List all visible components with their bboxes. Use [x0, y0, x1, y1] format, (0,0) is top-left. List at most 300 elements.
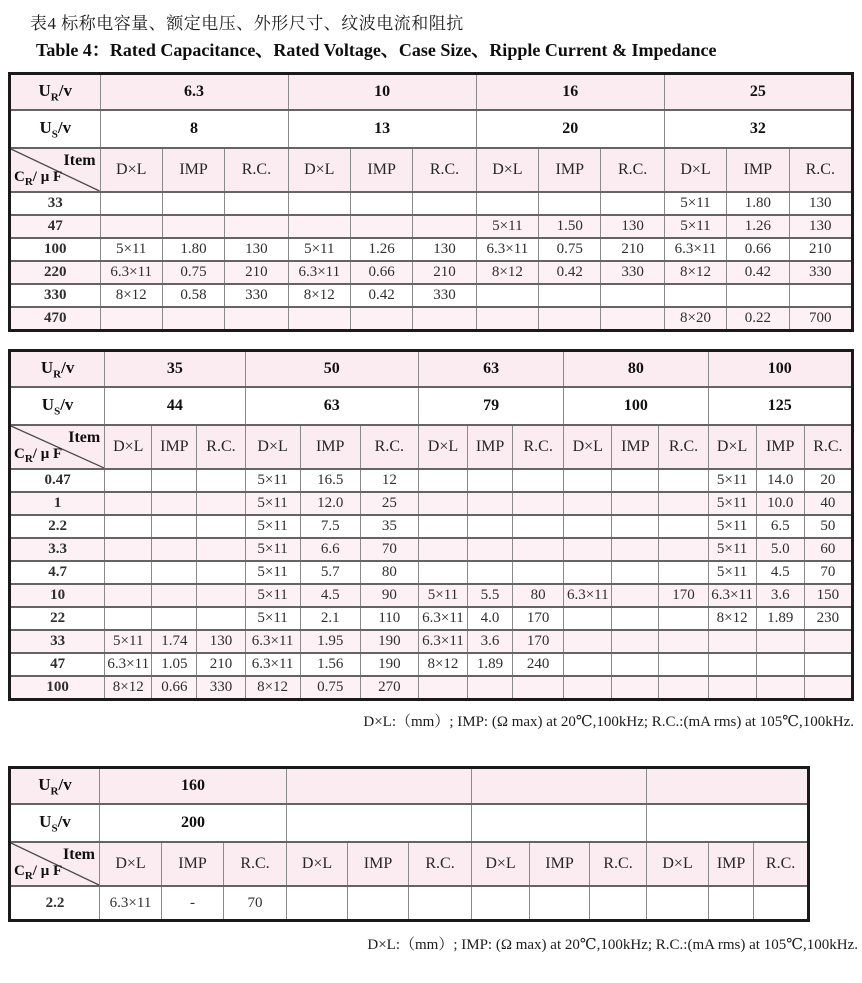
- data-cell-imp: [152, 561, 197, 584]
- data-cell-imp: [539, 192, 601, 215]
- data-cell-imp: 6.6: [300, 538, 360, 561]
- row-item-cell: 22: [10, 607, 105, 630]
- data-cell-imp: [468, 469, 513, 492]
- data-cell-rc: [601, 307, 664, 331]
- us-value-cell: 32: [664, 110, 852, 148]
- label-base: C: [14, 863, 25, 879]
- row-item-cell: 100: [10, 238, 101, 261]
- data-cell-imp: [612, 469, 659, 492]
- data-cell-imp: [350, 215, 412, 238]
- data-cell-dxl: 8×12: [288, 284, 350, 307]
- data-cell-dxl: [105, 469, 152, 492]
- row-item-cell: 0.47: [10, 469, 105, 492]
- data-cell-imp: 1.26: [727, 215, 789, 238]
- data-cell-dxl: 8×12: [245, 676, 300, 700]
- data-cell-rc: 12: [360, 469, 418, 492]
- data-cell-imp: [539, 307, 601, 331]
- col-header-dxl: D×L: [100, 148, 162, 192]
- data-cell-imp: [152, 584, 197, 607]
- surge-voltage-row: [10, 804, 809, 842]
- data-cell-rc: [601, 192, 664, 215]
- row-item-cell: 47: [10, 215, 101, 238]
- data-cell-imp: [612, 630, 659, 653]
- row-item-cell: 220: [10, 261, 101, 284]
- data-cell-dxl: [476, 307, 538, 331]
- data-cell-rc: 40: [804, 492, 852, 515]
- data-cell-rc: [659, 538, 708, 561]
- data-cell-imp: 10.0: [756, 492, 804, 515]
- data-cell-dxl: 8×20: [664, 307, 726, 331]
- data-cell-imp: [162, 307, 224, 331]
- col-header-rc: R.C.: [413, 148, 476, 192]
- table-row: [10, 676, 853, 700]
- datasheet-page: [0, 9, 862, 983]
- ur-label-cell: $U_R/v$: [10, 768, 100, 805]
- data-cell-dxl: [100, 192, 162, 215]
- col-header-dxl: D×L: [664, 148, 726, 192]
- data-cell-rc: 50: [804, 515, 852, 538]
- data-cell-imp: 0.42: [539, 261, 601, 284]
- data-cell-dxl: [105, 584, 152, 607]
- data-cell-rc: [225, 307, 288, 331]
- row-item-cell: 100: [10, 676, 105, 700]
- data-cell-dxl: [564, 607, 612, 630]
- data-cell-rc: [225, 192, 288, 215]
- data-cell-dxl: 6.3×11: [245, 630, 300, 653]
- data-cell-rc: [225, 215, 288, 238]
- data-cell-dxl: 5×11: [245, 584, 300, 607]
- data-cell-rc: 240: [513, 653, 564, 676]
- capacitance-label: $C_R/$ μ F: [14, 446, 63, 465]
- data-cell-rc: 190: [360, 630, 418, 653]
- data-cell-rc: 70: [804, 561, 852, 584]
- ur-value-cell: 160: [100, 768, 287, 805]
- data-cell-imp: [612, 561, 659, 584]
- label-base: U: [39, 811, 52, 831]
- data-cell-dxl: [708, 676, 756, 700]
- data-cell-dxl: 8×12: [418, 653, 467, 676]
- data-cell-dxl: 6.3×11: [476, 238, 538, 261]
- data-cell-imp: 1.26: [350, 238, 412, 261]
- table-row: [10, 607, 853, 630]
- row-item-cell: 1: [10, 492, 105, 515]
- data-cell-imp: [612, 653, 659, 676]
- col-header-imp: IMP: [152, 425, 197, 469]
- us-value-cell: 79: [418, 387, 563, 425]
- table-row: [10, 584, 853, 607]
- data-cell-imp: [468, 561, 513, 584]
- data-cell-rc: 170: [513, 607, 564, 630]
- data-cell-dxl: 5×11: [100, 238, 162, 261]
- data-cell-dxl: 5×11: [288, 238, 350, 261]
- table-row: [10, 469, 853, 492]
- data-cell-rc: 270: [360, 676, 418, 700]
- table-row: [10, 653, 853, 676]
- data-cell-rc: [590, 886, 647, 921]
- data-cell-rc: 170: [659, 584, 708, 607]
- data-cell-dxl: [288, 192, 350, 215]
- table-row: [10, 261, 853, 284]
- us-value-cell: 125: [708, 387, 852, 425]
- data-cell-dxl: 5×11: [708, 561, 756, 584]
- data-cell-rc: 80: [360, 561, 418, 584]
- data-cell-dxl: [100, 215, 162, 238]
- data-cell-rc: [804, 630, 852, 653]
- footnote-under-table-2: D×L:（mm）; IMP: (Ω max) at 20℃,100kHz; R.C.:(mA rms) at 105℃,100kHz.: [363, 714, 854, 730]
- data-cell-dxl: 6.3×11: [100, 261, 162, 284]
- data-cell-imp: -: [162, 886, 224, 921]
- ur-value-cell: 100: [708, 351, 852, 388]
- label-suffix: /v: [57, 811, 71, 831]
- col-header-imp: IMP: [300, 425, 360, 469]
- col-header-imp: IMP: [468, 425, 513, 469]
- data-cell-imp: [612, 584, 659, 607]
- data-cell-dxl: 6.3×11: [245, 653, 300, 676]
- data-cell-rc: 130: [225, 238, 288, 261]
- ur-value-cell: 6.3: [100, 74, 288, 111]
- data-cell-rc: 110: [360, 607, 418, 630]
- row-item-cell: 470: [10, 307, 101, 331]
- label-suffix: / μ F: [32, 863, 63, 879]
- ur-value-cell: [287, 768, 472, 805]
- col-header-rc: R.C.: [590, 842, 647, 886]
- data-cell-dxl: [100, 307, 162, 331]
- data-cell-imp: [162, 192, 224, 215]
- spec-table-2: [8, 349, 854, 701]
- data-cell-imp: 1.50: [539, 215, 601, 238]
- data-cell-dxl: [105, 492, 152, 515]
- data-cell-rc: [659, 515, 708, 538]
- data-cell-imp: 0.66: [152, 676, 197, 700]
- label-base: U: [39, 117, 52, 137]
- label-suffix: /v: [58, 80, 72, 100]
- data-cell-dxl: 5×11: [245, 561, 300, 584]
- row-item-cell: 33: [10, 192, 101, 215]
- row-item-cell: 47: [10, 653, 105, 676]
- data-cell-imp: [756, 676, 804, 700]
- data-cell-rc: [413, 307, 476, 331]
- data-cell-rc: 130: [601, 215, 664, 238]
- surge-voltage-row: [10, 110, 853, 148]
- table-3-container: [0, 766, 862, 922]
- col-header-rc: R.C.: [409, 842, 472, 886]
- data-cell-imp: [530, 886, 590, 921]
- table-row: [10, 492, 853, 515]
- data-cell-rc: 330: [413, 284, 476, 307]
- row-item-cell: 2.2: [10, 515, 105, 538]
- item-capacitance-diagonal-cell: [10, 148, 101, 192]
- data-cell-imp: [468, 538, 513, 561]
- data-cell-imp: [152, 538, 197, 561]
- us-value-cell: 63: [245, 387, 418, 425]
- data-cell-imp: [162, 215, 224, 238]
- table-row: [10, 515, 853, 538]
- col-header-rc: R.C.: [513, 425, 564, 469]
- data-cell-imp: 2.1: [300, 607, 360, 630]
- col-header-rc: R.C.: [804, 425, 852, 469]
- data-cell-imp: 1.74: [152, 630, 197, 653]
- spec-table-3: [8, 766, 810, 922]
- label-suffix: /v: [60, 394, 74, 414]
- data-cell-imp: [152, 492, 197, 515]
- data-cell-dxl: [105, 515, 152, 538]
- data-cell-imp: [612, 515, 659, 538]
- data-cell-dxl: 5×11: [245, 538, 300, 561]
- data-cell-imp: [756, 630, 804, 653]
- data-cell-rc: [513, 561, 564, 584]
- table-row: [10, 238, 853, 261]
- data-cell-rc: 330: [197, 676, 245, 700]
- data-cell-dxl: [708, 653, 756, 676]
- data-cell-dxl: 6.3×11: [418, 607, 467, 630]
- data-cell-dxl: 5×11: [708, 469, 756, 492]
- table-row: [10, 538, 853, 561]
- data-cell-dxl: 8×12: [105, 676, 152, 700]
- data-cell-dxl: [647, 886, 709, 921]
- data-cell-rc: 210: [197, 653, 245, 676]
- data-cell-imp: 0.42: [727, 261, 789, 284]
- data-cell-rc: [197, 584, 245, 607]
- data-cell-dxl: 8×12: [708, 607, 756, 630]
- table-row: [10, 630, 853, 653]
- data-cell-dxl: [564, 515, 612, 538]
- ur-value-cell: [472, 768, 647, 805]
- data-cell-imp: 0.66: [727, 238, 789, 261]
- data-cell-dxl: 5×11: [418, 584, 467, 607]
- data-cell-rc: [659, 561, 708, 584]
- data-cell-rc: [804, 676, 852, 700]
- data-cell-rc: [197, 469, 245, 492]
- data-cell-rc: 130: [197, 630, 245, 653]
- data-cell-rc: [409, 886, 472, 921]
- data-cell-dxl: 5×11: [245, 469, 300, 492]
- data-cell-rc: [513, 515, 564, 538]
- data-cell-rc: 80: [513, 584, 564, 607]
- label-base: U: [40, 357, 54, 377]
- us-value-cell: 13: [288, 110, 476, 148]
- col-header-imp: IMP: [162, 842, 224, 886]
- data-cell-rc: 20: [804, 469, 852, 492]
- data-cell-rc: 210: [789, 238, 852, 261]
- col-header-dxl: D×L: [647, 842, 709, 886]
- row-item-cell: 330: [10, 284, 101, 307]
- data-cell-imp: 16.5: [300, 469, 360, 492]
- data-cell-rc: 330: [789, 261, 852, 284]
- data-cell-rc: 190: [360, 653, 418, 676]
- data-cell-imp: [350, 307, 412, 331]
- data-cell-rc: [754, 886, 809, 921]
- ur-value-cell: 80: [564, 351, 708, 388]
- data-cell-imp: 3.6: [756, 584, 804, 607]
- col-header-dxl: D×L: [288, 148, 350, 192]
- item-label: Item: [68, 429, 101, 446]
- data-cell-dxl: [418, 561, 467, 584]
- ur-label-cell: $U_R/v$: [10, 351, 105, 388]
- row-item-cell: 4.7: [10, 561, 105, 584]
- data-cell-rc: [601, 284, 664, 307]
- data-cell-imp: 0.75: [300, 676, 360, 700]
- data-cell-dxl: [288, 215, 350, 238]
- data-cell-rc: 210: [413, 261, 476, 284]
- col-header-dxl: D×L: [476, 148, 538, 192]
- data-cell-imp: [709, 886, 754, 921]
- title-chinese: 表4 标称电容量、额定电压、外形尺寸、纹波电流和阻抗: [30, 14, 464, 33]
- data-cell-imp: 1.89: [468, 653, 513, 676]
- us-value-cell: [287, 804, 472, 842]
- row-item-cell: 10: [10, 584, 105, 607]
- data-cell-rc: 130: [789, 192, 852, 215]
- data-cell-dxl: [288, 307, 350, 331]
- data-cell-dxl: [564, 653, 612, 676]
- row-item-cell: 33: [10, 630, 105, 653]
- data-cell-rc: [659, 469, 708, 492]
- col-header-imp: IMP: [539, 148, 601, 192]
- table-row: [10, 284, 853, 307]
- ur-value-cell: 25: [664, 74, 852, 111]
- data-cell-dxl: [564, 492, 612, 515]
- col-header-imp: IMP: [350, 148, 412, 192]
- data-cell-imp: [152, 515, 197, 538]
- data-cell-rc: [197, 607, 245, 630]
- data-cell-dxl: 6.3×11: [664, 238, 726, 261]
- rated-voltage-row: [10, 351, 853, 388]
- col-header-rc: R.C.: [659, 425, 708, 469]
- label-base: U: [38, 774, 51, 794]
- data-cell-rc: 25: [360, 492, 418, 515]
- label-suffix: /v: [58, 774, 72, 794]
- data-cell-rc: [659, 630, 708, 653]
- col-header-imp: IMP: [727, 148, 789, 192]
- data-cell-rc: [804, 653, 852, 676]
- data-cell-imp: 0.58: [162, 284, 224, 307]
- col-header-imp: IMP: [530, 842, 590, 886]
- data-cell-rc: 70: [224, 886, 287, 921]
- ur-value-cell: 35: [105, 351, 245, 388]
- data-cell-imp: 4.5: [300, 584, 360, 607]
- data-cell-imp: [468, 676, 513, 700]
- label-base: C: [14, 169, 25, 185]
- data-cell-rc: [513, 538, 564, 561]
- column-header-row: [10, 148, 853, 192]
- ur-value-cell: 50: [245, 351, 418, 388]
- data-cell-rc: 210: [225, 261, 288, 284]
- label-base: U: [38, 80, 51, 100]
- data-cell-dxl: 6.3×11: [418, 630, 467, 653]
- spec-table-1: [8, 72, 854, 332]
- col-header-imp: IMP: [709, 842, 754, 886]
- data-cell-dxl: 5×11: [245, 515, 300, 538]
- data-cell-imp: 0.42: [350, 284, 412, 307]
- label-suffix: / μ F: [32, 169, 63, 185]
- ur-value-cell: 16: [476, 74, 664, 111]
- data-cell-dxl: [418, 676, 467, 700]
- data-cell-dxl: [564, 676, 612, 700]
- data-cell-rc: [513, 469, 564, 492]
- row-item-cell: 3.3: [10, 538, 105, 561]
- data-cell-rc: [197, 561, 245, 584]
- data-cell-dxl: [418, 515, 467, 538]
- data-cell-rc: 210: [601, 238, 664, 261]
- col-header-dxl: D×L: [105, 425, 152, 469]
- table-row: [10, 561, 853, 584]
- table-row: [10, 307, 853, 331]
- col-header-dxl: D×L: [418, 425, 467, 469]
- ur-value-cell: 63: [418, 351, 563, 388]
- col-header-dxl: D×L: [100, 842, 162, 886]
- col-header-rc: R.C.: [197, 425, 245, 469]
- data-cell-rc: 35: [360, 515, 418, 538]
- data-cell-dxl: [105, 607, 152, 630]
- rated-voltage-row: [10, 74, 853, 111]
- item-label: Item: [63, 846, 95, 863]
- data-cell-imp: [350, 192, 412, 215]
- col-header-imp: IMP: [348, 842, 409, 886]
- data-cell-imp: [612, 676, 659, 700]
- data-cell-imp: [727, 284, 789, 307]
- data-cell-rc: [513, 676, 564, 700]
- data-cell-dxl: 8×12: [100, 284, 162, 307]
- capacitance-label: $C_R/$ μ F: [14, 169, 63, 188]
- data-cell-rc: 330: [225, 284, 288, 307]
- data-cell-rc: 230: [804, 607, 852, 630]
- data-cell-imp: 0.66: [350, 261, 412, 284]
- item-capacitance-diagonal-cell: [10, 842, 100, 886]
- data-cell-imp: [756, 653, 804, 676]
- data-cell-dxl: [287, 886, 348, 921]
- label-suffix: /v: [57, 117, 72, 137]
- column-header-row: [10, 842, 809, 886]
- us-value-cell: 8: [100, 110, 288, 148]
- data-cell-imp: 12.0: [300, 492, 360, 515]
- ur-label-cell: $U_R/v$: [10, 74, 101, 111]
- data-cell-rc: 60: [804, 538, 852, 561]
- data-cell-imp: 0.22: [727, 307, 789, 331]
- label-suffix: /v: [61, 357, 75, 377]
- col-header-rc: R.C.: [754, 842, 809, 886]
- data-cell-dxl: [564, 630, 612, 653]
- data-cell-imp: 1.95: [300, 630, 360, 653]
- data-cell-imp: 7.5: [300, 515, 360, 538]
- data-cell-dxl: [418, 469, 467, 492]
- data-cell-imp: [612, 607, 659, 630]
- data-cell-dxl: [472, 886, 530, 921]
- label-suffix: / μ F: [32, 446, 63, 462]
- col-header-imp: IMP: [162, 148, 224, 192]
- data-cell-dxl: [418, 538, 467, 561]
- table-row: [10, 215, 853, 238]
- data-cell-dxl: 5×11: [245, 492, 300, 515]
- row-item-cell: 2.2: [10, 886, 100, 921]
- us-value-cell: 200: [100, 804, 287, 842]
- us-value-cell: 44: [105, 387, 245, 425]
- col-header-rc: R.C.: [225, 148, 288, 192]
- data-cell-imp: [539, 284, 601, 307]
- data-cell-imp: 0.75: [162, 261, 224, 284]
- data-cell-dxl: [476, 192, 538, 215]
- data-cell-dxl: [418, 492, 467, 515]
- data-cell-rc: 330: [601, 261, 664, 284]
- item-label: Item: [63, 152, 96, 169]
- data-cell-rc: [197, 538, 245, 561]
- data-cell-imp: [612, 492, 659, 515]
- label-base: C: [14, 446, 25, 462]
- data-cell-rc: 130: [413, 238, 476, 261]
- data-cell-imp: 4.5: [756, 561, 804, 584]
- us-value-cell: [647, 804, 809, 842]
- data-cell-rc: [659, 676, 708, 700]
- data-cell-imp: 6.5: [756, 515, 804, 538]
- data-cell-imp: 5.0: [756, 538, 804, 561]
